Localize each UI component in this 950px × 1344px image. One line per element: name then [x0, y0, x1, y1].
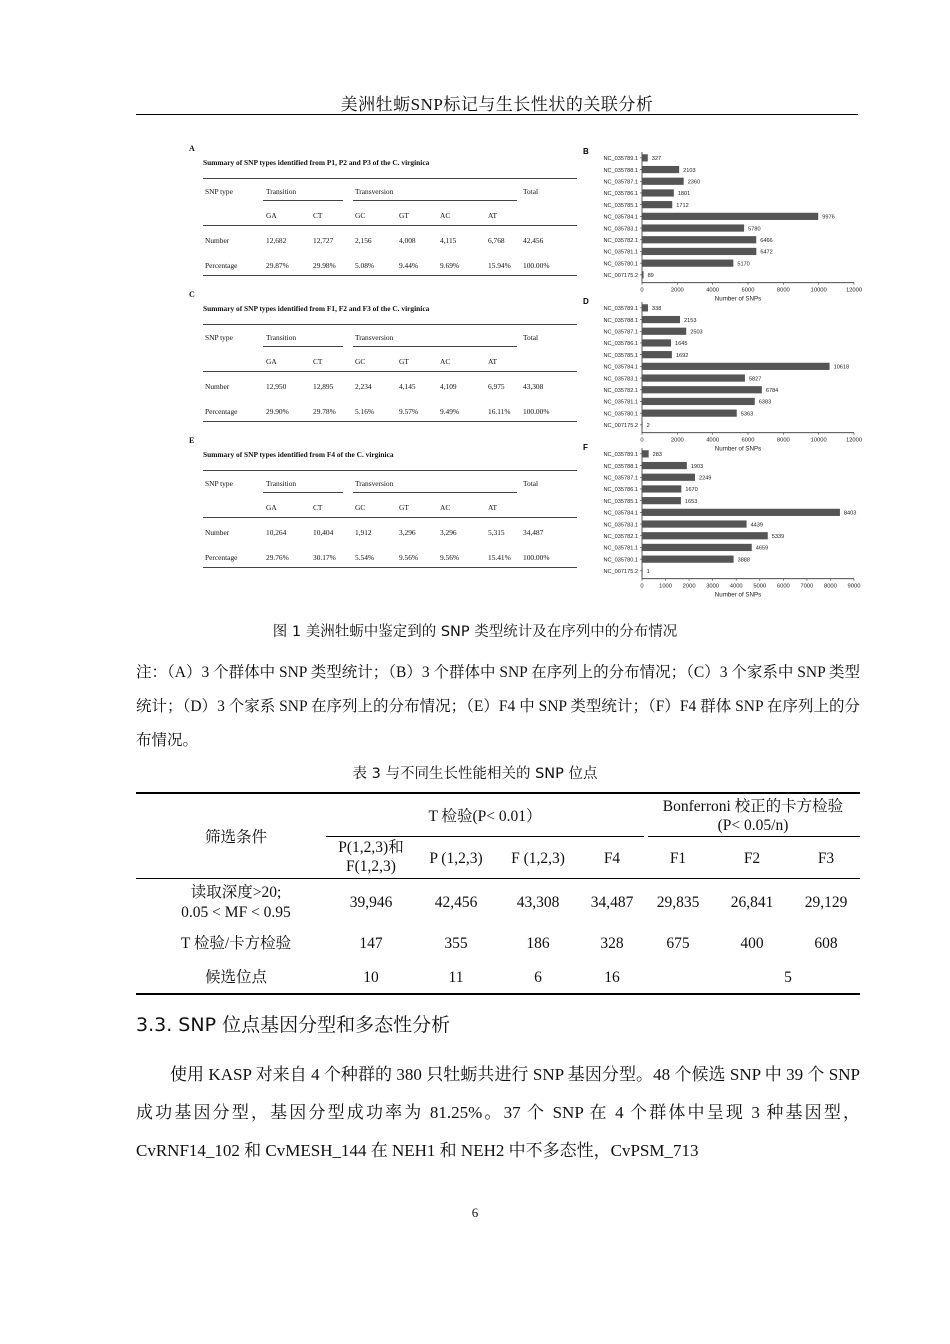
bar [642, 497, 681, 504]
header-rule [136, 114, 858, 115]
bar [642, 304, 648, 311]
x-tick-label: 0 [640, 583, 644, 590]
table-cell: 5.08% [355, 261, 375, 270]
table-cell: 29.98% [313, 261, 336, 270]
data-label: 8403 [843, 510, 857, 517]
data-label: 338 [651, 306, 662, 313]
table-cell: 5.16% [355, 407, 375, 416]
data-label: 1645 [675, 341, 688, 348]
table-cell: 2,234 [355, 382, 372, 391]
x-tick-label: 3000 [706, 583, 720, 590]
bar [642, 363, 830, 370]
category-label: NC_035786.1 [603, 191, 638, 198]
table-cell: 43,308 [523, 382, 544, 391]
x-tick-label: 8000 [823, 583, 837, 590]
x-tick-label: 4000 [706, 437, 720, 444]
panel-letter: C [189, 290, 195, 299]
table-bottom-rule [136, 993, 860, 995]
bar [642, 166, 679, 173]
table-cell: 9.56% [440, 553, 460, 562]
row-label: Number [205, 528, 230, 537]
figure-caption: 图 1 美洲牡蛎中鉴定到的 SNP 类型统计及在序列中的分布情况 [272, 624, 678, 640]
rule [203, 324, 577, 325]
table-top-rule [136, 792, 860, 794]
bar [642, 189, 674, 196]
x-tick-label: 12000 [845, 437, 863, 444]
row1-label-1: 读取深度>20; [190, 884, 282, 901]
running-header: 美洲牡蛎SNP标记与生长性状的关联分析 [340, 95, 654, 114]
x-tick-label: 1000 [659, 583, 673, 590]
row-label: Percentage [205, 553, 238, 562]
data-label: 5827 [748, 376, 762, 383]
snp-type-table [203, 450, 577, 580]
header-bonferroni-2: (P< 0.05/n) [717, 817, 789, 834]
x-tick-label: 6000 [741, 437, 755, 444]
category-label: NC_035786.1 [603, 487, 638, 494]
snp-distribution-chart [582, 296, 872, 459]
group-header: Total [523, 187, 539, 196]
cell: 43,308 [516, 894, 560, 911]
cell: 608 [814, 935, 838, 952]
header-t-test: T 检验(P< 0.01） [428, 808, 542, 825]
data-label: 1653 [684, 498, 698, 505]
table-cell: 2,156 [355, 236, 372, 245]
rule [203, 567, 577, 568]
category-label: NC_035781.1 [603, 399, 638, 406]
panel-letter: D [583, 297, 589, 306]
data-label: 6466 [760, 237, 773, 244]
x-tick-label: 6000 [741, 287, 755, 294]
header-filter: 筛选条件 [204, 829, 267, 846]
data-label: 4439 [750, 522, 764, 529]
table-cell: 29.87% [266, 261, 289, 270]
x-axis-label: Number of SNPs [714, 591, 762, 599]
snp-type: AC [440, 357, 451, 366]
x-tick-label: 2000 [670, 437, 684, 444]
x-tick-label: 0 [640, 287, 644, 294]
snp-table-title: Summary of SNP types identified from P1, P2 and P3 of the C. virginica [203, 158, 430, 167]
x-tick-label: 8000 [776, 437, 790, 444]
bar [642, 398, 755, 405]
section-heading: 3.3. SNP 位点基因分型和多态性分析 [136, 1014, 451, 1036]
table-cell: 16.11% [488, 407, 511, 416]
x-tick-label: 7000 [800, 583, 814, 590]
table-cell: 15.94% [488, 261, 511, 270]
category-label: NC_007175.2 [603, 423, 638, 430]
data-label: 5363 [740, 411, 754, 418]
data-label: 2249 [698, 475, 712, 482]
cell: 6 [534, 969, 542, 986]
snp-type: GA [266, 211, 277, 220]
table-cell: 100.00% [523, 261, 550, 270]
sub-col: F (1,2,3) [511, 850, 565, 867]
rule [263, 346, 343, 347]
row-label: Number [205, 382, 230, 391]
cell: 186 [526, 935, 550, 952]
category-label: NC_035782.1 [603, 237, 638, 244]
panel-letter: B [583, 147, 589, 156]
data-label: 3888 [737, 557, 751, 564]
category-label: NC_035786.1 [603, 341, 638, 348]
sub-col: F2 [743, 850, 761, 867]
data-label: 327 [651, 156, 662, 163]
bar [642, 450, 649, 457]
category-label: NC_035784.1 [603, 510, 638, 517]
bar [642, 410, 737, 417]
table-cell: 1,912 [355, 528, 372, 537]
chart-svg [582, 442, 872, 600]
sub-col: F1 [669, 850, 687, 867]
x-tick-label: 12000 [845, 287, 863, 294]
rule [353, 346, 517, 347]
table-cell: 29.90% [266, 407, 289, 416]
panel-letter: A [189, 144, 195, 153]
snp-type-table [203, 158, 577, 288]
figure-note: 注：（A）3 个群体中 SNP 类型统计；（B）3 个群体中 SNP 在序列上的分布情况；（C）3 个家系中 SNP 类型统计；（D）3 个家系 SNP 在序列上的分布情况；（E）F4 中 SNP 类型统计；（F）F4 群体 SNP 在序列上的分布情况。 [136, 664, 860, 749]
category-label: NC_007175.2 [603, 273, 638, 280]
bar [642, 201, 672, 208]
cell: 29,129 [804, 894, 848, 911]
category-label: NC_035787.1 [603, 329, 638, 336]
data-label: 1903 [690, 463, 704, 470]
row-label: Number [205, 236, 230, 245]
data-label: 2 [646, 423, 650, 430]
category-label: NC_035780.1 [603, 261, 638, 268]
group-header: SNP type [205, 479, 233, 488]
rule [203, 470, 577, 471]
bar [642, 178, 684, 185]
table-cell: 9.57% [399, 407, 419, 416]
snp-type-table [203, 304, 577, 434]
table-cell: 3,296 [399, 528, 416, 537]
table-cell: 4,109 [440, 382, 457, 391]
row3-label: 候选位点 [204, 969, 267, 986]
category-label: NC_035789.1 [603, 306, 638, 313]
bar [642, 154, 648, 161]
x-tick-label: 2000 [682, 583, 696, 590]
data-label: 283 [652, 452, 663, 459]
data-label: 10618 [833, 364, 850, 371]
x-axis-label: Number of SNPs [714, 295, 762, 303]
snp-type: AT [488, 211, 498, 220]
category-label: NC_035788.1 [603, 167, 638, 174]
cell: 355 [444, 935, 468, 952]
data-label: 2103 [683, 167, 696, 174]
chart-svg [582, 296, 872, 454]
bar [642, 328, 686, 335]
sub-col: F3 [817, 850, 835, 867]
row1-label-2: 0.05 < MF < 0.95 [181, 904, 291, 921]
cell: 11 [448, 969, 464, 986]
data-label: 6784 [765, 387, 779, 394]
table-cell: 100.00% [523, 553, 550, 562]
category-label: NC_035782.1 [603, 387, 638, 394]
x-tick-label: 5000 [753, 583, 767, 590]
bar [642, 236, 756, 243]
group-header: Transition [266, 333, 297, 342]
table-header-rule [136, 878, 860, 879]
table-cell: 12,727 [313, 236, 334, 245]
data-label: 1692 [675, 352, 689, 359]
bar [642, 485, 681, 492]
row-label: Percentage [205, 407, 238, 416]
snp-type: AT [488, 357, 498, 366]
table-cell: 42,456 [523, 236, 544, 245]
bar [642, 462, 687, 469]
header-bonferroni-1: Bonferroni 校正的卡方检验 [662, 798, 844, 815]
bar [642, 351, 672, 358]
category-label: NC_007175.2 [603, 569, 638, 576]
data-label: 9976 [822, 214, 835, 221]
bar [642, 421, 643, 428]
table-cell: 5.54% [355, 553, 375, 562]
sub-col: F4 [603, 850, 621, 867]
group-header: Transversion [355, 187, 394, 196]
bar [642, 224, 744, 231]
x-tick-label: 9000 [847, 583, 861, 590]
category-label: NC_035784.1 [603, 214, 638, 221]
group-header: Transversion [355, 479, 394, 488]
data-label: 6383 [758, 399, 772, 406]
x-tick-label: 2000 [670, 287, 684, 294]
data-label: 4659 [755, 545, 769, 552]
x-tick-label: 6000 [776, 583, 790, 590]
data-label: 1801 [677, 191, 691, 198]
cell: 34,487 [590, 894, 634, 911]
table-cell: 12,895 [313, 382, 334, 391]
group-header: Transversion [355, 333, 394, 342]
bar [642, 532, 768, 539]
rule [203, 421, 577, 422]
table-cell: 9.44% [399, 261, 419, 270]
cell: 26,841 [730, 894, 774, 911]
snp-distribution-chart [582, 442, 872, 605]
data-label: 2503 [690, 329, 703, 336]
cell: 147 [359, 935, 383, 952]
table-cell: 5,315 [488, 528, 505, 537]
cell: 400 [740, 935, 764, 952]
rule [263, 492, 343, 493]
bar [642, 386, 762, 393]
sub-pf-2: F(1,2,3) [346, 858, 396, 875]
rule [263, 200, 343, 201]
data-label: 1670 [685, 487, 698, 494]
category-label: NC_035789.1 [603, 452, 638, 459]
data-label: 6472 [760, 249, 773, 256]
table-cell: 4,115 [440, 236, 457, 245]
body-paragraph: 使用 KASP 对来自 4 个种群的 380 只牡蛎共进行 SNP 基因分型。48 个候选 SNP 中 39 个 SNP 成功基因分型，基因分型成功率为 81.25%。37 个 SNP 在 4 个群体中呈现 3 种基因型，CvRNF14_102 和 CvMESH_144 在 NEH1 和 NEH2 中不多态性，CvPSM_713 [136, 1065, 860, 1160]
snp-type: CT [313, 503, 323, 512]
data-label: 5170 [737, 261, 750, 268]
table-cell: 9.69% [440, 261, 460, 270]
cell: 29,835 [656, 894, 700, 911]
category-label: NC_035784.1 [603, 364, 638, 371]
snp-type: AC [440, 211, 451, 220]
category-label: NC_035785.1 [603, 202, 638, 209]
table-cell: 3,296 [440, 528, 457, 537]
data-label: 5780 [748, 226, 761, 233]
table-cell: 4,008 [399, 236, 416, 245]
data-label: 89 [647, 273, 654, 280]
category-label: NC_035781.1 [603, 249, 638, 256]
category-label: NC_035780.1 [603, 557, 638, 564]
snp-type: GC [355, 357, 366, 366]
table-cell: 6,975 [488, 382, 505, 391]
bar [642, 474, 695, 481]
category-label: NC_035787.1 [603, 475, 638, 482]
rule [203, 517, 577, 518]
table-cell: 30.17% [313, 553, 336, 562]
group-header: Total [523, 479, 539, 488]
group-header: SNP type [205, 333, 233, 342]
group-header: SNP type [205, 187, 233, 196]
bar [642, 248, 756, 255]
table-cell: 100.00% [523, 407, 550, 416]
snp-type: GC [355, 211, 366, 220]
table-cell: 12,682 [266, 236, 287, 245]
data-label: 1 [646, 569, 650, 576]
snp-type: GT [399, 211, 409, 220]
x-tick-label: 10000 [810, 437, 827, 444]
x-tick-label: 4000 [706, 287, 720, 294]
x-tick-label: 10000 [810, 287, 827, 294]
snp-distribution-chart [582, 146, 872, 309]
chart-svg [582, 146, 872, 304]
row-label: Percentage [205, 261, 238, 270]
table-cell: 29.76% [266, 553, 289, 562]
data-label: 5339 [771, 533, 785, 540]
category-label: NC_035780.1 [603, 411, 638, 418]
snp-type: GC [355, 503, 366, 512]
category-label: NC_035783.1 [603, 226, 638, 233]
table-cell: 9.49% [440, 407, 460, 416]
panel-letter: E [189, 436, 195, 445]
table-cell: 34,487 [523, 528, 544, 537]
cell: 16 [604, 969, 620, 986]
group-header: Transition [266, 187, 297, 196]
group-header: Transition [266, 479, 297, 488]
page-number: 6 [471, 1205, 479, 1220]
category-label: NC_035783.1 [603, 376, 638, 383]
x-tick-label: 4000 [729, 583, 743, 590]
category-label: NC_035787.1 [603, 179, 638, 186]
rule [353, 200, 517, 201]
cell: 10 [363, 969, 379, 986]
rule [203, 371, 577, 372]
cell: 5 [784, 969, 792, 986]
table-cell: 4,145 [399, 382, 416, 391]
snp-type: AT [488, 503, 498, 512]
data-label: 2360 [687, 179, 701, 186]
table-cell: 10,404 [313, 528, 334, 537]
group-header: Total [523, 333, 539, 342]
table-group-rule-t [326, 836, 644, 837]
bar [642, 260, 733, 267]
x-axis-label: Number of SNPs [714, 445, 762, 453]
snp-table-title: Summary of SNP types identified from F4 of the C. virginica [203, 450, 394, 459]
table-cell: 29.78% [313, 407, 336, 416]
sub-pf-1: P(1,2,3)和 [338, 839, 404, 856]
rule [353, 492, 517, 493]
bar [642, 271, 644, 278]
snp-type: CT [313, 211, 323, 220]
category-label: NC_035781.1 [603, 545, 638, 552]
bar [642, 556, 734, 563]
bar [642, 520, 747, 527]
rule [203, 275, 577, 276]
bar [642, 374, 745, 381]
snp-type: GA [266, 357, 277, 366]
rule [203, 225, 577, 226]
category-label: NC_035789.1 [603, 156, 638, 163]
bar [642, 213, 818, 220]
bar [642, 544, 752, 551]
table-cell: 9.56% [399, 553, 419, 562]
bar [642, 509, 840, 516]
x-tick-label: 0 [640, 437, 644, 444]
snp-type: AC [440, 503, 451, 512]
cell: 675 [666, 935, 690, 952]
category-label: NC_035788.1 [603, 317, 638, 324]
panel-letter: F [583, 443, 588, 452]
cell: 42,456 [434, 894, 478, 911]
row2-label: T 检验/卡方检验 [180, 935, 292, 952]
data-label: 2153 [684, 317, 697, 324]
snp-type: GT [399, 357, 409, 366]
cell: 328 [600, 935, 624, 952]
category-label: NC_035785.1 [603, 498, 638, 505]
bar [642, 567, 643, 574]
snp-type: CT [313, 357, 323, 366]
snp-type: GA [266, 503, 277, 512]
bar [642, 339, 671, 346]
x-tick-label: 8000 [776, 287, 790, 294]
sub-col: P (1,2,3) [429, 850, 483, 867]
table-cell: 10,264 [266, 528, 287, 537]
data-label: 1712 [676, 202, 689, 209]
table-cell: 15.41% [488, 553, 511, 562]
category-label: NC_035782.1 [603, 533, 638, 540]
cell: 39,946 [349, 894, 393, 911]
table-group-rule-b [648, 836, 860, 837]
rule [203, 178, 577, 179]
table-cell: 12,950 [266, 382, 287, 391]
table-caption: 表 3 与不同生长性能相关的 SNP 位点 [352, 766, 598, 782]
category-label: NC_035783.1 [603, 522, 638, 529]
snp-type: GT [399, 503, 409, 512]
table-cell: 6,768 [488, 236, 505, 245]
category-label: NC_035785.1 [603, 352, 638, 359]
snp-table-title: Summary of SNP types identified from F1, F2 and F3 of the C. virginica [203, 304, 430, 313]
category-label: NC_035788.1 [603, 463, 638, 470]
bar [642, 316, 680, 323]
